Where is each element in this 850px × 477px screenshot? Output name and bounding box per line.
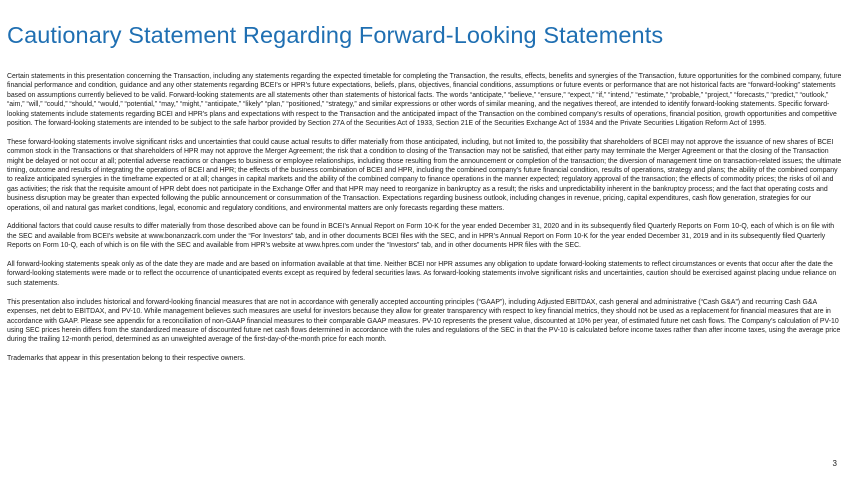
paragraph-additional-factors: Additional factors that could cause results to differ materially from those described above can be found in BCEI’s Annual Report on Form 10-K for the year ended December 31, 2020 and in its subsequently filed Quarterly Reports on Form 10-Q, each of which is on file with the SEC and available from BCEI’s website at www.bonanzacrk.com under the “For Investors” tab, and in other documents BCEI files with the SEC, and in HPR’s Annual Report on Form 10-K for the year ended December 31, 2019 and in its subsequently filed Quarterly Reports on Form 10-Q, each of which is on file with the SEC and available from HPR’s website at www.hpres.com under the “Investors” tab, and in other documents HPR files with the SEC. [7, 223, 835, 250]
paragraph-non-gaap: This presentation also includes historical and forward-looking financial measures that are not in accordance with generally accepted accounting principles (“GAAP”), including Adjusted EBITDAX, cash general and administrative (“Cash G&A”) and recurring Cash G&A expenses, net debt to EBITDAX, and PV-10. While management believes such measures are useful for investors because they allow for greater transparency with respect to key financial metrics, they should not be used as a replacement for financial measures that are in accordance with GAAP. Please see appendix for a reconciliation of non-GAAP financial measures to their comparable GAAP measures. PV-10 represents the present value, discounted at 10% per year, of estimated future net cash flows. The Company’s calculation of PV-10 using SEC prices herein differs from the standardized measure of discounted future net cash flows determined in accordance with the rules and regulations of the SEC in that the PV-10 is calculated before income taxes rather than after income taxes, using the average price during the trailing 12-month period, determined as an unweighted average of the first-day-of-the-month price for each month. [7, 298, 841, 344]
page-title: Cautionary Statement Regarding Forward-Looking Statements [7, 22, 664, 48]
paragraph-forward-looking-definition: Certain statements in this presentation concerning the Transaction, including any statements regarding the expected timetable for completing the Transaction, the results, effects, benefits and synergies of the Transaction, future opportunities for the combined company, future financial performance and condition, guidance and any other statements regarding BCEI’s or HPR’s future expectations, beliefs, plans, objectives, financial conditions, assumptions or future events or performance that are not historical facts are “forward-looking” statements based on assumptions currently believed to be valid. Forward-looking statements are all statements other than statements of historical facts. The words “anticipate,” “believe,” “ensure,” “expect,” “if,” “intend,” “estimate,” “probable,” “project,” “forecasts,” “predict,” “outlook,” “aim,” “will,” “could,” “should,” “would,” “potential,” “may,” “might,” “anticipate,” “likely” “plan,” “positioned,” “strategy,” and similar expressions or other words of similar meaning, and the negatives thereof, are intended to identify forward-looking statements. Specific forward-looking statements include statements regarding BCEI and HPR’s plans and expectations with respect to the Transaction and the anticipated impact of the Transaction on the combined company’s results of operations, financial position, growth opportunities and competitive position. The forward-looking statements are intended to be subject to the safe harbor provided by Section 27A of the Securities Act of 1933, Section 21E of the Securities Exchange Act of 1934 and the Private Securities Litigation Reform Act of 1995. [7, 73, 842, 128]
paragraph-risks: These forward-looking statements involve significant risks and uncertainties that could cause actual results to differ materially from those anticipated, including, but not limited to, the possibility that shareholders of BCEI may not approve the issuance of new shares of BCEI common stock in the Transactions or that shareholders of HPR may not approve the Merger Agreement; the risk that a condition to closing of the Transaction may not be satisfied, that either party may terminate the Merger Agreement or that the closing of the Transaction might be delayed or not occur at all; potential adverse reactions or changes to business or employee relationships, including those resulting from the announcement or completion of the transaction; the diversion of management time on transaction-related issues; the ultimate timing, outcome and results of integrating the operations of BCEI and HPR; the effects of the business combination of BCEI and HPR, including the combined company’s future financial condition, results of operations, strategy and plans; the ability of the combined company to realize anticipated synergies in the timeframe expected or at all; changes in capital markets and the ability of the combined company to finance operations in the manner expected; regulatory approval of the transaction; the effects of commodity prices; the risks of oil and gas activities; the risk that the requisite amount of HPR debt does not participate in the Exchange Offer and that HPR may need to reorganize in bankruptcy as a result; the risks and unpredictability inherent in the bankruptcy process; and the fact that operating costs and business disruption may be greater than expected following the public announcement or consummation of the Transaction. Expectations regarding business outlook, including changes in revenue, pricing, capital expenditures, cash flow generation, strategies for our operations, oil and natural gas market conditions, legal, economic and regulatory conditions, and environmental matters are only forecasts regarding these matters. [7, 138, 842, 212]
disclaimer-body [7, 72, 843, 373]
paragraph-trademarks: Trademarks that appear in this presentation belong to their respective owners. [7, 355, 245, 363]
paragraph-no-obligation: All forward-looking statements speak only as of the date they are made and are based on information available at that time. Neither BCEI nor HPR assumes any obligation to update forward-looking statements to reflect circumstances or events that occur after the date the forward-looking statements were made or to reflect the occurrence of unanticipated events except as required by federal securities laws. As forward-looking statements involve significant risks and uncertainties, caution should be exercised against placing undue reliance on such statements. [7, 261, 837, 287]
page-number: 3 [832, 459, 837, 468]
